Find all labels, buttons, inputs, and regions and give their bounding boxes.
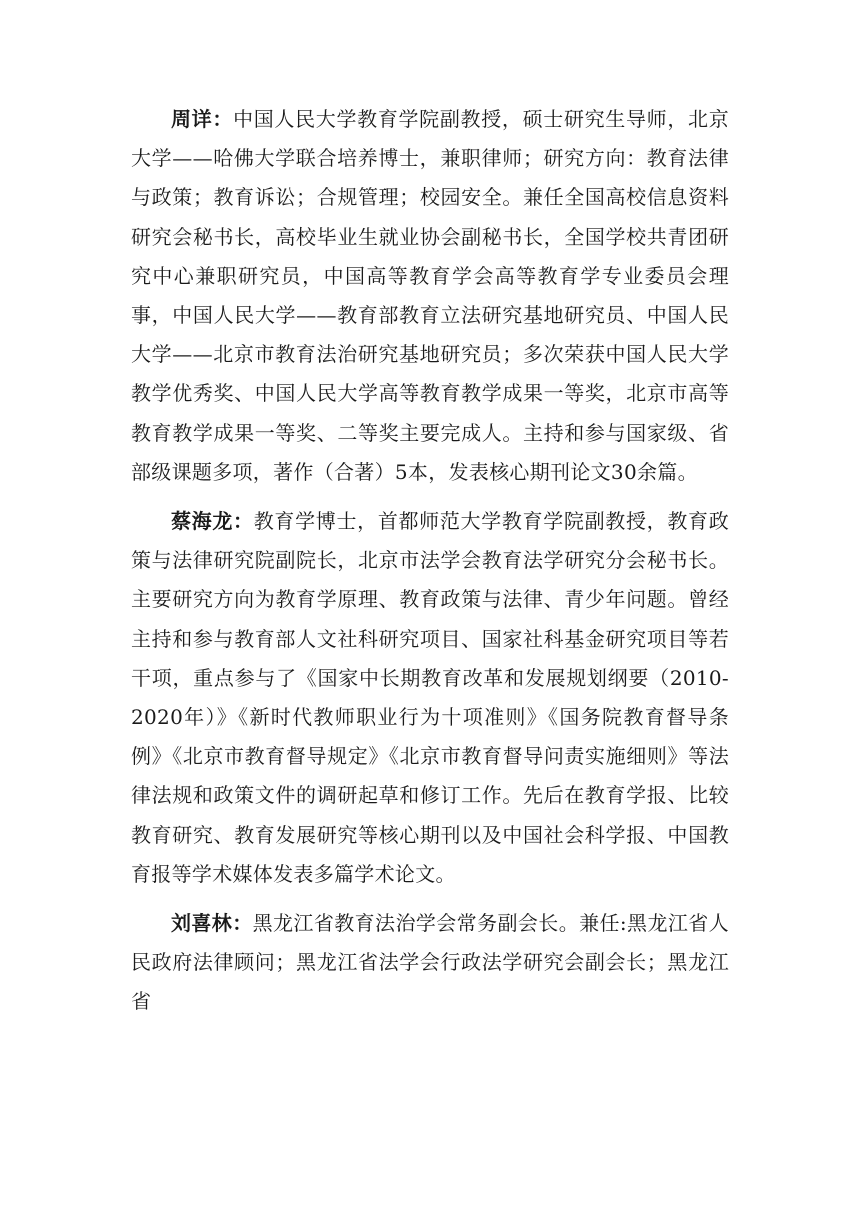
bio-paragraph-liu-xilin (131, 904, 729, 1022)
bio-text: 中国人民大学教育学院副教授，硕士研究生导师，北京大学——哈佛大学联合培养博士，兼职律师；研究方向：教育法律与政策；教育诉讼；合规管理；校园安全。兼任全国高校信息资料研究会秘书长，高校毕业生就业协会副秘书长，全国学校共青团研究中心兼职研究员，中国高等教育学会高等教育学专业委员会理事，中国人民大学——教育部教育立法研究基地研究员、中国人民大学——北京市教育法治研究基地研究员；多次荣获中国人民大学教学优秀奖、中国人民大学高等教育教学成果一等奖，北京市高等教育教学成果一等奖、二等奖主要完成人。主持和参与国家级、省部级课题多项，著作（合著）5本，发表核心期刊论文30余篇。 (131, 107, 729, 484)
document-page (131, 100, 729, 1032)
bio-text: 教育学博士，首都师范大学教育学院副教授，教育政策与法律研究院副院长，北京市法学会教育法学研究分会秘书长。主要研究方向为教育学原理、教育政策与法律、青少年问题。曾经主持和参与教育部人文社科研究项目、国家社科基金研究项目等若干项，重点参与了《国家中长期教育改革和发展规划纲要（2010-2020年）》《新时代教师职业行为十项准则》《国务院教育督导条例》《北京市教育督导规定》《北京市教育督导问责实施细则》等法律法规和政策文件的调研起草和修订工作。先后在教育学报、比较教育研究、教育发展研究等核心期刊以及中国社会科学报、中国教育报等学术媒体发表多篇学术论文。 (131, 509, 729, 886)
bio-name-separator: ： (233, 509, 254, 534)
bio-name-separator: ： (212, 107, 234, 131)
bio-text: 黑龙江省教育法治学会常务副会长。兼任:黑龙江省人民政府法律顾问；黑龙江省法学会行政法学研究会副会长；黑龙江省 (131, 911, 729, 1014)
bio-name: 周详 (171, 107, 213, 131)
bio-paragraph-zhou-xiang (131, 100, 729, 492)
bio-name-separator: ： (232, 911, 253, 936)
bio-name: 刘喜林 (171, 911, 233, 936)
bio-paragraph-cai-hailong (131, 502, 729, 894)
bio-name: 蔡海龙 (171, 509, 234, 534)
